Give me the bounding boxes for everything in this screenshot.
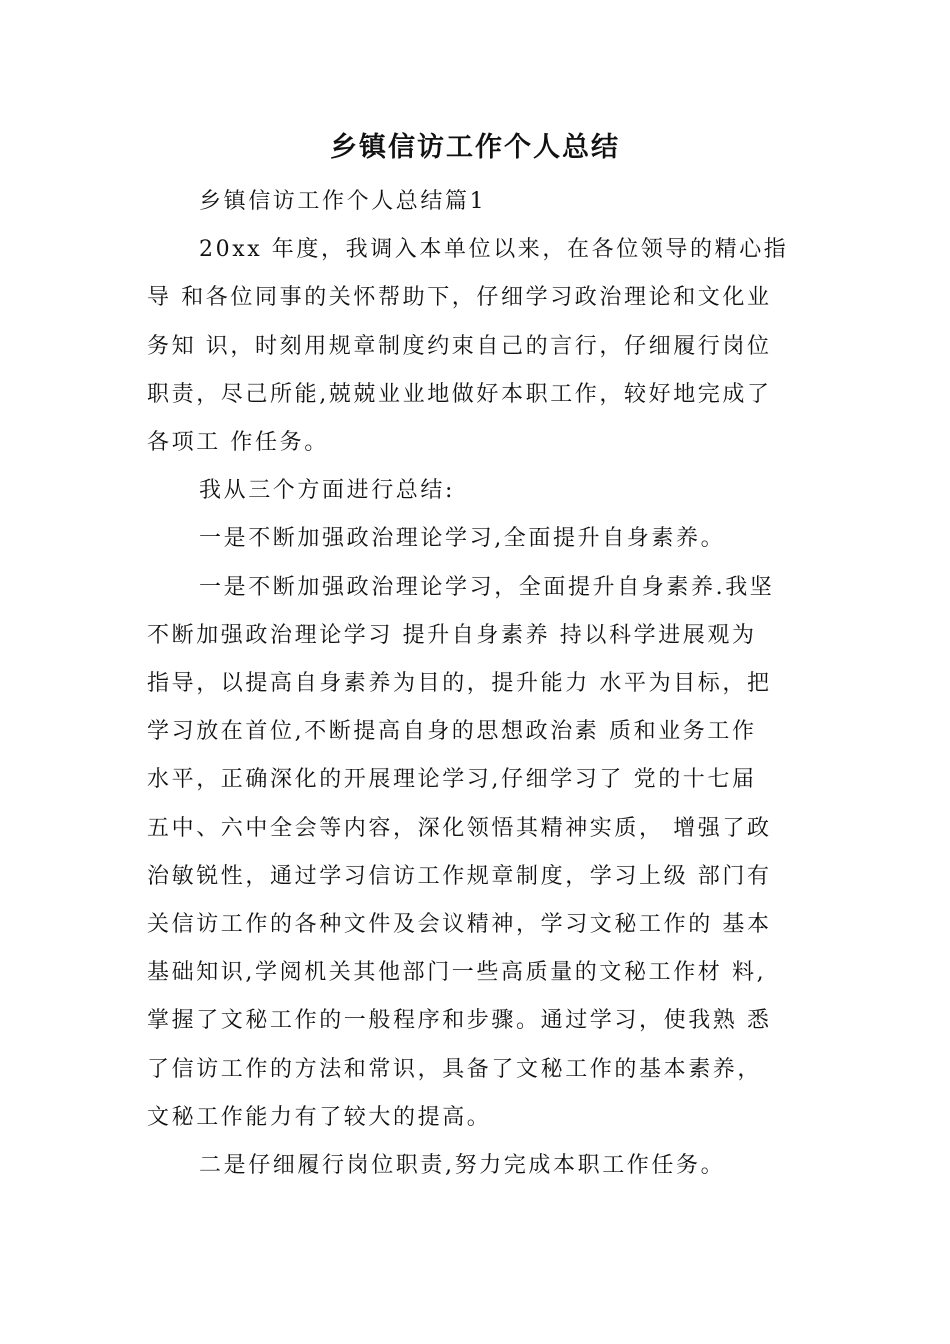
paragraph-line: 掌握了文秘工作的一般程序和步骤。通过学习，使我熟 悉	[147, 1008, 772, 1034]
paragraph-line: 关信访工作的各种文件及会议精神，学习文秘工作的 基本	[147, 912, 772, 938]
paragraph-line: 五中、六中全会等内容，深化领悟其精神实质， 增强了政	[147, 815, 772, 841]
paragraph-line: 学习放在首位,不断提高自身的思想政治素 质和业务工作	[147, 719, 757, 745]
paragraph-line: 水平，正确深化的开展理论学习,仔细学习了 党的十七届	[147, 767, 757, 793]
paragraph-line: 治敏锐性，通过学习信访工作规章制度，学习上级 部门有	[147, 863, 772, 889]
paragraph-line: 各项工 作任务。	[147, 430, 329, 456]
subheading-line: 一是不断加强政治理论学习,全面提升自身素养。	[199, 526, 726, 552]
paragraph-line: 了信访工作的方法和常识，具备了文秘工作的基本素养，	[147, 1056, 763, 1082]
paragraph-line: 导 和各位同事的关怀帮助下，仔细学习政治理论和文化业	[147, 285, 772, 311]
paragraph-line: 我从三个方面进行总结:	[199, 478, 456, 504]
paragraph-line: 20xx 年度，我调入本单位以来，在各位领导的精心指	[199, 237, 789, 263]
document-body	[147, 178, 802, 1190]
section-heading: 乡镇信访工作个人总结篇1	[199, 189, 487, 214]
paragraph-line: 不断加强政治理论学习 提升自身素养 持以科学进展观为	[147, 622, 757, 648]
document-title: 乡镇信访工作个人总结	[330, 132, 620, 163]
paragraph-line: 基础知识,学阅机关其他部门一些高质量的文秘工作材 料,	[147, 960, 767, 986]
paragraph-line: 务知 识，时刻用规章制度约束自己的言行，仔细履行岗位	[147, 333, 772, 359]
paragraph-line: 文秘工作能力有了较大的提高。	[147, 1104, 492, 1130]
paragraph-line: 职责，尽己所能,兢兢业业地做好本职工作，较好地完成了	[147, 381, 772, 407]
subheading-line: 二是仔细履行岗位职责,努力完成本职工作任务。	[199, 1153, 726, 1179]
paragraph-line: 指导，以提高自身素养为目的，提升能力 水平为目标，把	[147, 671, 772, 697]
paragraph-line: 一是不断加强政治理论学习，全面提升自身素养.我坚	[199, 574, 775, 600]
